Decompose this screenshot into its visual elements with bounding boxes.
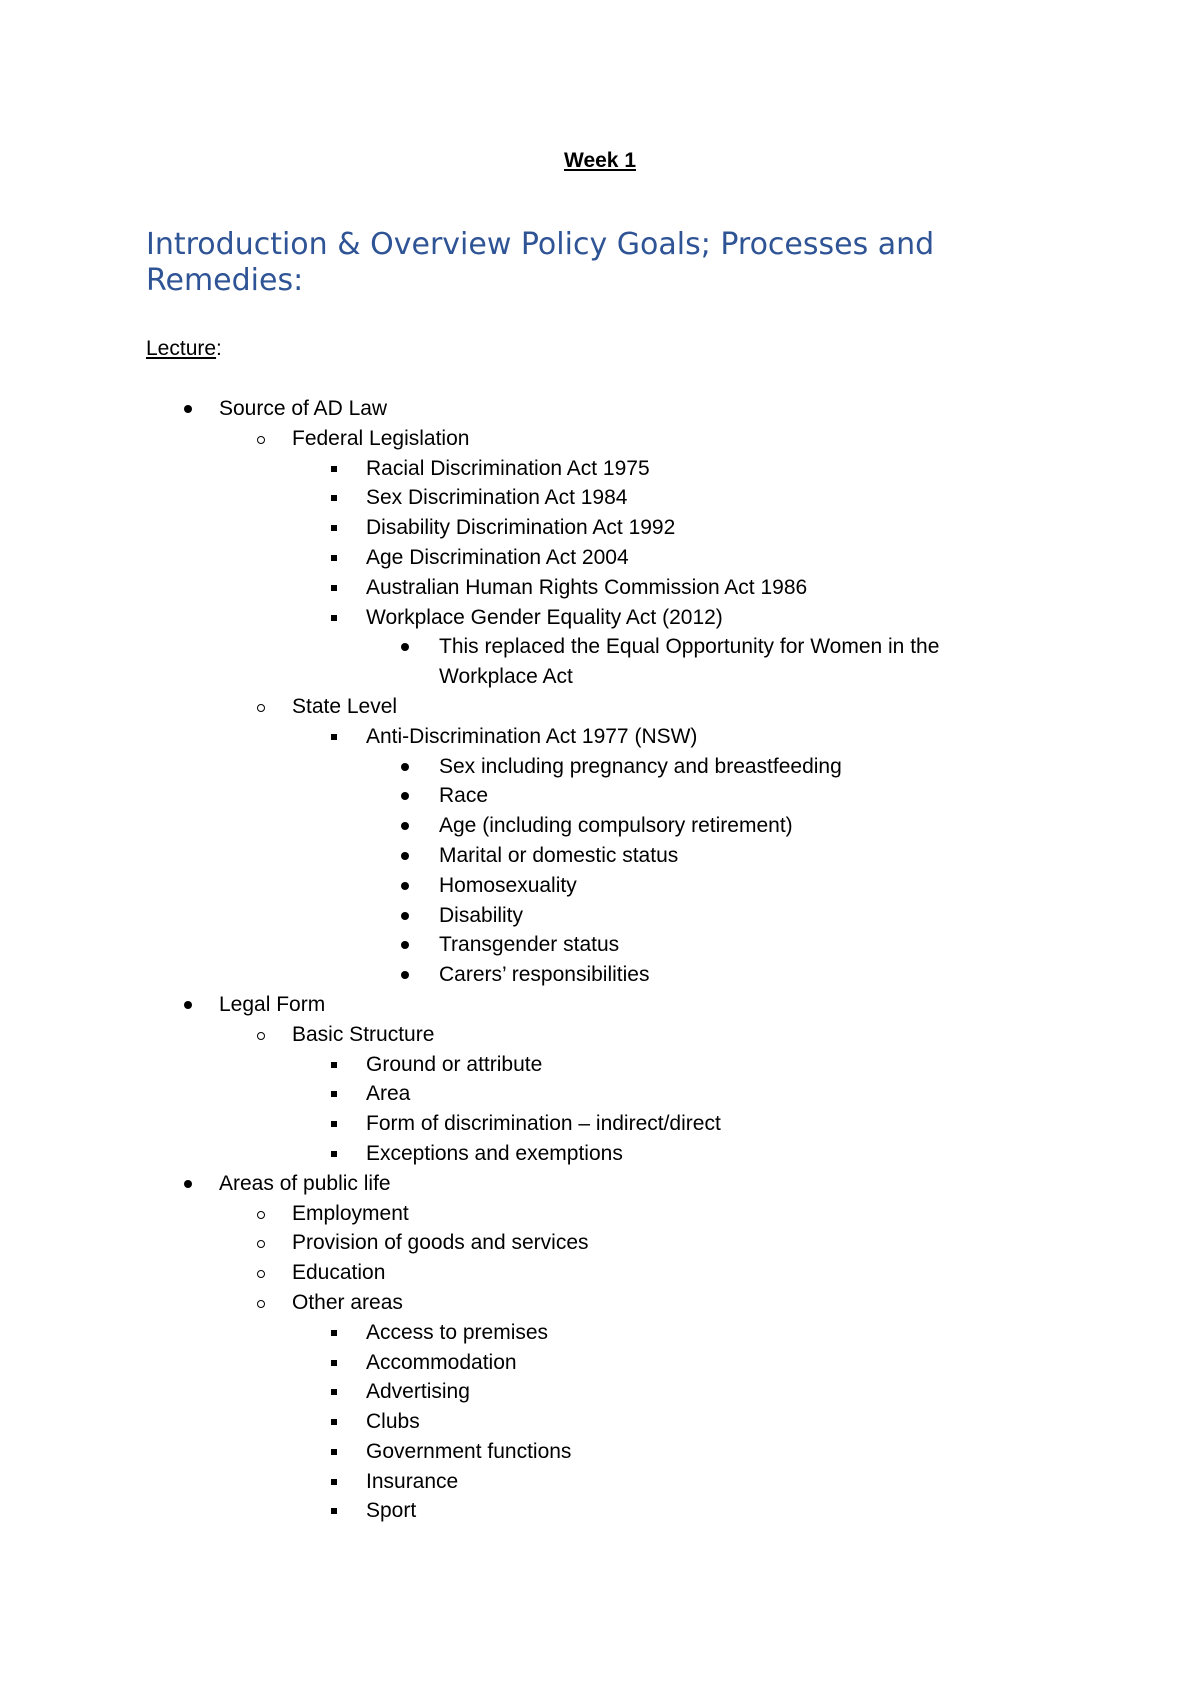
bullet-ring-icon bbox=[257, 436, 265, 444]
list-item-level-1 bbox=[0, 1169, 1200, 1199]
bullet-square-icon bbox=[331, 1151, 337, 1157]
list-item-level-3 bbox=[0, 1139, 1200, 1169]
week-title: Week 1 bbox=[564, 149, 636, 172]
list-item-level-3 bbox=[0, 1079, 1200, 1109]
list-item-text: Disability bbox=[439, 903, 524, 927]
list-item-level-3 bbox=[0, 1437, 1200, 1467]
list-item-text: Carers’ responsibilities bbox=[439, 963, 650, 987]
list-item-text: Employment bbox=[292, 1201, 409, 1225]
list-item-text: Legal Form bbox=[219, 992, 326, 1016]
list-item-level-3 bbox=[0, 483, 1200, 513]
list-item-level-3 bbox=[0, 1467, 1200, 1497]
list-item-text: Basic Structure bbox=[292, 1022, 435, 1046]
bullet-square-icon bbox=[331, 555, 337, 561]
bullet-square-icon bbox=[331, 1419, 337, 1425]
list-item-level-4 bbox=[0, 841, 999, 871]
list-item-level-2 bbox=[0, 1258, 1200, 1288]
list-item-level-4 bbox=[0, 632, 999, 692]
list-item-text: Exceptions and exemptions bbox=[366, 1141, 623, 1165]
list-item-text: Government functions bbox=[366, 1439, 572, 1463]
bullet-dot-icon bbox=[184, 405, 192, 413]
bullet-ring-icon bbox=[257, 1270, 265, 1278]
bullet-ring-icon bbox=[257, 1300, 265, 1308]
bullet-square-icon bbox=[331, 1389, 337, 1395]
list-item-text: Access to premises bbox=[366, 1320, 549, 1344]
list-item-text: Workplace Gender Equality Act (2012) bbox=[366, 605, 723, 629]
list-item-text: Area bbox=[366, 1082, 411, 1106]
list-item-text: Areas of public life bbox=[219, 1171, 391, 1195]
list-item-text: Education bbox=[292, 1261, 386, 1285]
list-item-text: Advertising bbox=[366, 1380, 470, 1404]
list-item-text: Sex Discrimination Act 1984 bbox=[366, 486, 628, 510]
list-item-level-3 bbox=[0, 722, 1200, 752]
list-item-text: Race bbox=[439, 784, 489, 808]
list-item-level-2 bbox=[0, 424, 1200, 454]
bullet-square-icon bbox=[331, 615, 337, 621]
bullet-dot-icon bbox=[401, 971, 409, 979]
list-item-level-2 bbox=[0, 1288, 1200, 1318]
list-item-level-2 bbox=[0, 692, 1200, 722]
bullet-dot-icon bbox=[401, 643, 409, 651]
list-item-level-3 bbox=[0, 1377, 1200, 1407]
bullet-outline bbox=[0, 394, 1200, 1526]
list-item-text: Federal Legislation bbox=[292, 426, 470, 450]
list-item-level-2 bbox=[0, 1020, 1200, 1050]
list-item-text: Homosexuality bbox=[439, 873, 577, 897]
list-item-text: Racial Discrimination Act 1975 bbox=[366, 456, 650, 480]
list-item-level-4 bbox=[0, 901, 999, 931]
list-item-text: Provision of goods and services bbox=[292, 1231, 589, 1255]
list-item-text: Form of discrimination – indirect/direct bbox=[366, 1112, 721, 1136]
list-item-text: This replaced the Equal Opportunity for Women in the Workplace Act bbox=[439, 635, 940, 689]
bullet-square-icon bbox=[331, 585, 337, 591]
list-item-level-3 bbox=[0, 454, 1200, 484]
list-item-level-3 bbox=[0, 1109, 1200, 1139]
list-item-text: Age (including compulsory retirement) bbox=[439, 814, 793, 838]
bullet-square-icon bbox=[331, 1449, 337, 1455]
list-item-level-2 bbox=[0, 1228, 1200, 1258]
bullet-square-icon bbox=[331, 1121, 337, 1127]
list-item-level-4 bbox=[0, 781, 999, 811]
bullet-square-icon bbox=[331, 1062, 337, 1068]
bullet-ring-icon bbox=[257, 1240, 265, 1248]
bullet-ring-icon bbox=[257, 1032, 265, 1040]
list-item-level-4 bbox=[0, 960, 999, 990]
section-label-colon: : bbox=[216, 337, 222, 360]
list-item-text: State Level bbox=[292, 694, 398, 718]
bullet-square-icon bbox=[331, 1508, 337, 1514]
list-item-text: Disability Discrimination Act 1992 bbox=[366, 516, 676, 540]
page-heading: Introduction & Overview Policy Goals; Processes and Remedies: bbox=[146, 227, 935, 298]
section-label-text: Lecture bbox=[146, 337, 217, 360]
list-item-text: Australian Human Rights Commission Act 1986 bbox=[366, 575, 808, 599]
section-label bbox=[146, 334, 222, 364]
bullet-square-icon bbox=[331, 1330, 337, 1336]
bullet-square-icon bbox=[331, 734, 337, 740]
bullet-square-icon bbox=[331, 1091, 337, 1097]
list-item-text: Ground or attribute bbox=[366, 1052, 543, 1076]
bullet-dot-icon bbox=[184, 1180, 192, 1188]
list-item-level-1 bbox=[0, 990, 1200, 1020]
list-item-level-4 bbox=[0, 871, 999, 901]
list-item-text: Transgender status bbox=[439, 933, 620, 957]
list-item-level-3 bbox=[0, 1348, 1200, 1378]
list-item-level-1 bbox=[0, 394, 1200, 424]
list-item-text: Clubs bbox=[366, 1410, 420, 1434]
bullet-dot-icon bbox=[184, 1001, 192, 1009]
bullet-square-icon bbox=[331, 495, 337, 501]
list-item-level-4 bbox=[0, 752, 999, 782]
list-item-level-3 bbox=[0, 513, 1200, 543]
list-item-text: Anti-Discrimination Act 1977 (NSW) bbox=[366, 724, 698, 748]
bullet-dot-icon bbox=[401, 792, 409, 800]
bullet-dot-icon bbox=[401, 941, 409, 949]
bullet-square-icon bbox=[331, 525, 337, 531]
list-item-level-3 bbox=[0, 1407, 1200, 1437]
bullet-dot-icon bbox=[401, 912, 409, 920]
list-item-level-3 bbox=[0, 603, 1200, 633]
list-item-level-4 bbox=[0, 930, 999, 960]
list-item-text: Insurance bbox=[366, 1469, 459, 1493]
list-item-text: Accommodation bbox=[366, 1350, 517, 1374]
bullet-dot-icon bbox=[401, 852, 409, 860]
bullet-ring-icon bbox=[257, 1211, 265, 1219]
bullet-square-icon bbox=[331, 1479, 337, 1485]
list-item-text: Age Discrimination Act 2004 bbox=[366, 545, 629, 569]
list-item-level-3 bbox=[0, 1318, 1200, 1348]
list-item-level-3 bbox=[0, 543, 1200, 573]
list-item-text: Source of AD Law bbox=[219, 397, 388, 420]
bullet-square-icon bbox=[331, 466, 337, 472]
bullet-dot-icon bbox=[401, 882, 409, 890]
list-item-level-3 bbox=[0, 1496, 1200, 1526]
list-item-level-3 bbox=[0, 1050, 1200, 1080]
list-item-text: Sex including pregnancy and breastfeeding bbox=[439, 754, 842, 778]
list-item-text: Other areas bbox=[292, 1290, 403, 1314]
list-item-text: Sport bbox=[366, 1499, 417, 1523]
list-item-level-2 bbox=[0, 1199, 1200, 1229]
bullet-ring-icon bbox=[257, 704, 265, 712]
list-item-text: Marital or domestic status bbox=[439, 843, 679, 867]
bullet-dot-icon bbox=[401, 822, 409, 830]
bullet-dot-icon bbox=[401, 763, 409, 771]
list-item-level-4 bbox=[0, 811, 999, 841]
list-item-level-3 bbox=[0, 573, 1200, 603]
bullet-square-icon bbox=[331, 1360, 337, 1366]
